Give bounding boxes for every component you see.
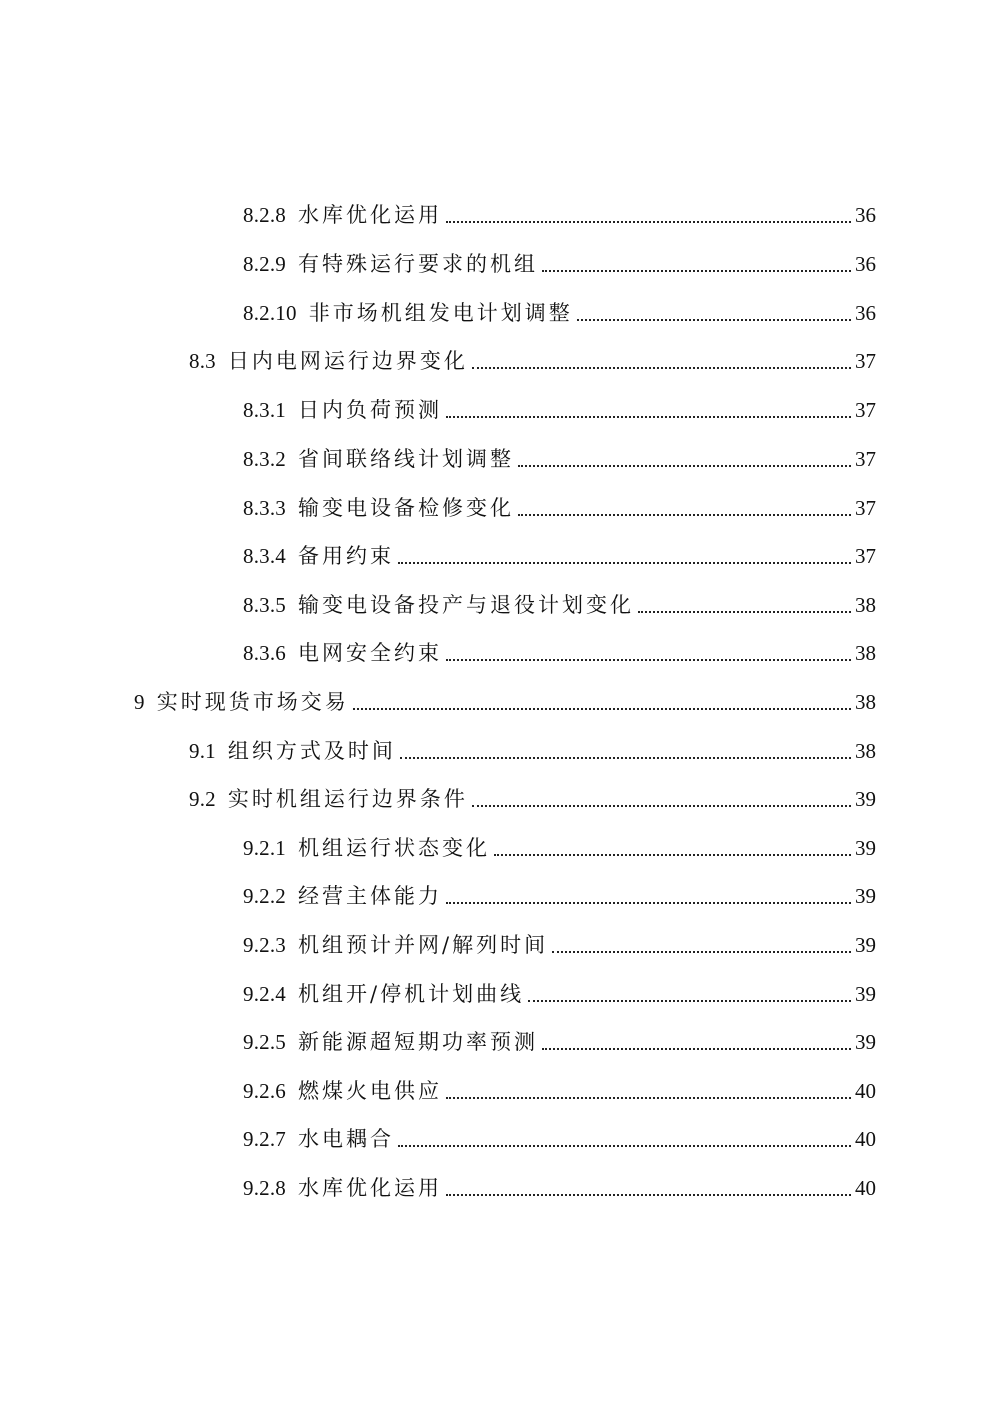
toc-entry[interactable] bbox=[134, 679, 876, 715]
toc-entry-title: 机组开/停机计划曲线 bbox=[298, 982, 525, 1006]
toc-entry[interactable] bbox=[243, 1116, 876, 1152]
toc-entry-title: 机组预计并网/解列时间 bbox=[298, 933, 549, 957]
toc-entry-title: 电网安全约束 bbox=[298, 641, 442, 665]
toc-entry-title: 新能源超短期功率预测 bbox=[298, 1030, 538, 1054]
toc-entry[interactable] bbox=[243, 1019, 876, 1055]
toc-entry-number: 8.3.5 bbox=[243, 593, 286, 617]
toc-entry-number: 9.2.3 bbox=[243, 933, 286, 957]
toc-entry-number: 8.3.3 bbox=[243, 496, 286, 520]
toc-entry-title: 非市场机组发电计划调整 bbox=[308, 301, 573, 325]
toc-entry[interactable] bbox=[243, 192, 876, 228]
toc-entry[interactable] bbox=[189, 728, 876, 764]
toc-entry[interactable] bbox=[243, 241, 876, 277]
toc-entry-title: 水库优化运用 bbox=[298, 203, 442, 227]
toc-dot-leader bbox=[398, 562, 851, 564]
toc-entry-title: 实时现货市场交易 bbox=[156, 690, 349, 714]
toc-entry-number: 9.2.4 bbox=[243, 982, 286, 1006]
toc-entry[interactable] bbox=[189, 338, 876, 374]
toc-entry-page: 38 bbox=[855, 739, 876, 763]
toc-entry-number: 9 bbox=[134, 690, 145, 714]
toc-dot-leader bbox=[446, 902, 851, 904]
toc-dot-leader bbox=[398, 1145, 851, 1147]
toc-entry-page: 39 bbox=[855, 933, 876, 957]
toc-dot-leader bbox=[400, 757, 851, 759]
toc-dot-leader bbox=[638, 611, 851, 613]
toc-entry[interactable] bbox=[243, 825, 876, 861]
toc-entry-page: 37 bbox=[855, 447, 876, 471]
toc-entry-title: 燃煤火电供应 bbox=[298, 1079, 442, 1103]
toc-entry-page: 39 bbox=[855, 1030, 876, 1054]
toc-entry[interactable] bbox=[243, 922, 876, 958]
toc-entry[interactable] bbox=[243, 1068, 876, 1104]
toc-entry-title: 省间联络线计划调整 bbox=[298, 447, 514, 471]
toc-dot-leader bbox=[472, 367, 851, 369]
toc-entry-page: 40 bbox=[855, 1176, 876, 1200]
toc-entry-title: 水电耦合 bbox=[298, 1127, 394, 1151]
toc-entry-page: 37 bbox=[855, 544, 876, 568]
toc-dot-leader bbox=[552, 951, 851, 953]
toc-entry[interactable] bbox=[243, 971, 876, 1007]
toc-entry-number: 9.2.6 bbox=[243, 1079, 286, 1103]
toc-entry-page: 36 bbox=[855, 252, 876, 276]
toc-entry-title: 有特殊运行要求的机组 bbox=[298, 252, 538, 276]
toc-entry[interactable] bbox=[243, 485, 876, 521]
toc-entry-title: 输变电设备检修变化 bbox=[298, 496, 514, 520]
toc-entry-number: 8.3.4 bbox=[243, 544, 286, 568]
toc-entry[interactable] bbox=[243, 290, 876, 326]
toc-entry-title: 组织方式及时间 bbox=[227, 739, 396, 763]
toc-entry-title: 备用约束 bbox=[298, 544, 394, 568]
toc-dot-leader bbox=[542, 1048, 851, 1050]
toc-entry-title: 日内负荷预测 bbox=[298, 398, 442, 422]
toc-entry-title: 日内电网运行边界变化 bbox=[227, 349, 468, 373]
toc-entry-number: 8.3 bbox=[189, 349, 216, 373]
toc-entry-number: 8.2.10 bbox=[243, 301, 297, 325]
toc-entry-page: 40 bbox=[855, 1079, 876, 1103]
toc-dot-leader bbox=[542, 270, 851, 272]
toc-dot-leader bbox=[446, 221, 851, 223]
toc-entry-number: 8.3.2 bbox=[243, 447, 286, 471]
toc-entry-number: 9.2.7 bbox=[243, 1127, 286, 1151]
toc-entry-title: 经营主体能力 bbox=[298, 884, 442, 908]
toc-entry-number: 8.2.8 bbox=[243, 203, 286, 227]
toc-dot-leader bbox=[446, 416, 851, 418]
toc-entry[interactable] bbox=[243, 873, 876, 909]
toc-entry-title: 机组运行状态变化 bbox=[298, 836, 490, 860]
toc-dot-leader bbox=[353, 708, 851, 710]
toc-entry-number: 8.3.1 bbox=[243, 398, 286, 422]
toc-dot-leader bbox=[528, 1000, 851, 1002]
toc-entry-page: 40 bbox=[855, 1127, 876, 1151]
toc-entry-title: 实时机组运行边界条件 bbox=[227, 787, 468, 811]
toc-dot-leader bbox=[472, 805, 851, 807]
toc-entry-number: 9.2.8 bbox=[243, 1176, 286, 1200]
toc-entry-title: 水库优化运用 bbox=[298, 1176, 442, 1200]
toc-entry-number: 8.2.9 bbox=[243, 252, 286, 276]
toc-entry[interactable] bbox=[243, 582, 876, 618]
toc-entry-page: 39 bbox=[855, 787, 876, 811]
toc-dot-leader bbox=[446, 1097, 851, 1099]
toc-entry-number: 9.1 bbox=[189, 739, 216, 763]
toc-dot-leader bbox=[446, 659, 851, 661]
toc-entry-page: 39 bbox=[855, 836, 876, 860]
toc-entry-page: 38 bbox=[855, 593, 876, 617]
toc-entry[interactable] bbox=[243, 436, 876, 472]
toc-dot-leader bbox=[446, 1194, 851, 1196]
toc-dot-leader bbox=[518, 514, 851, 516]
toc-entry-page: 39 bbox=[855, 982, 876, 1006]
toc-entry[interactable] bbox=[243, 630, 876, 666]
toc-entry-number: 9.2.2 bbox=[243, 884, 286, 908]
toc-entry-page: 36 bbox=[855, 301, 876, 325]
toc-entry-page: 37 bbox=[855, 398, 876, 422]
toc-dot-leader bbox=[494, 854, 851, 856]
toc-entry-number: 9.2.1 bbox=[243, 836, 286, 860]
toc-entry-page: 38 bbox=[855, 690, 876, 714]
toc-entry-title: 输变电设备投产与退役计划变化 bbox=[298, 593, 634, 617]
toc-dot-leader bbox=[577, 319, 851, 321]
toc-entry-number: 9.2 bbox=[189, 787, 216, 811]
toc-entry-page: 36 bbox=[855, 203, 876, 227]
toc-entry[interactable] bbox=[243, 533, 876, 569]
toc-entry-page: 39 bbox=[855, 884, 876, 908]
toc-dot-leader bbox=[518, 465, 851, 467]
toc-entry[interactable] bbox=[189, 776, 876, 812]
toc-entry[interactable] bbox=[243, 387, 876, 423]
toc-entry-number: 9.2.5 bbox=[243, 1030, 286, 1054]
toc-entry-page: 37 bbox=[855, 496, 876, 520]
toc-entry-page: 38 bbox=[855, 641, 876, 665]
toc-entry-number: 8.3.6 bbox=[243, 641, 286, 665]
toc-entry[interactable] bbox=[243, 1165, 876, 1201]
toc-entry-page: 37 bbox=[855, 349, 876, 373]
